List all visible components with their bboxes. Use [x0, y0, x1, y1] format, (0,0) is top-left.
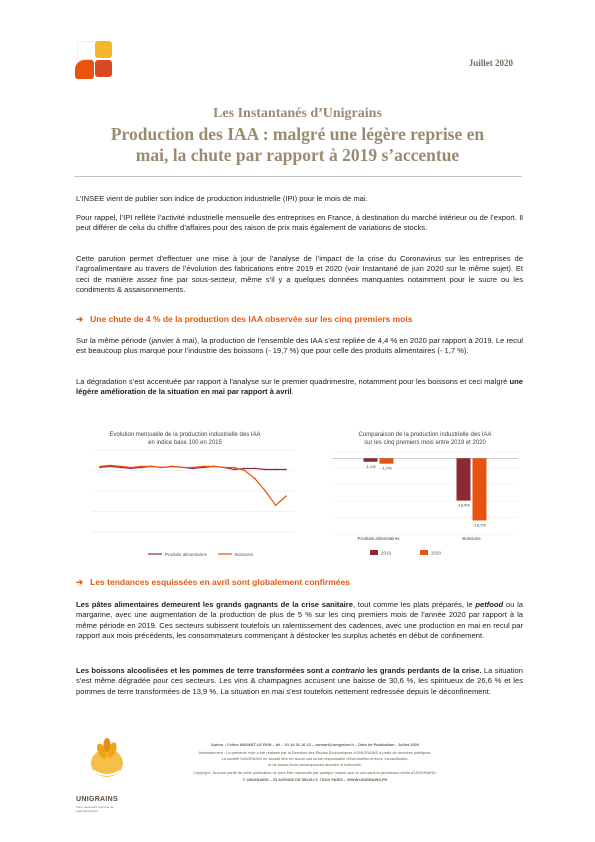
legend-label: Produits alimentaires: [165, 552, 208, 557]
data-point: [275, 469, 277, 471]
category-label: Produits alimentaires: [357, 536, 400, 541]
data-point: [213, 466, 215, 468]
data-label: -13,4%: [457, 502, 470, 508]
text-run: La dégradation s’est accentuée par rapport à l’analyse sur le premier quadrimestre, notamment pour les boissons et ceci malgré: [76, 377, 510, 386]
paragraph-update: Cette parution permet d’effectuer une mise à jour de l’analyse de l’impact de la crise du Coronavirus sur les entreprises de l’agroalimentaire au travers de l’évolution des fabrications entre 2019 et 2020 (voir Instantané de juin 2020 sur le même sujet). Et ceci de manière assez fine par sous-secteur, même s’il y a quelques données manquantes notamment pour le sucre ou les condiments & assaisonnements.: [76, 254, 523, 295]
legend-swatch: [420, 550, 428, 555]
text-run-bold: une légère amélioration de la situation en mai par rapport à avril: [76, 377, 523, 397]
bar: [364, 458, 378, 461]
data-point: [244, 470, 246, 472]
data-point: [234, 467, 236, 469]
chart-1-subtitle-text: en indice base 100 en 2015: [148, 440, 222, 446]
intro-paragraph: L’INSEE vient de publier son indice de production industrielle (IPI) pour le mois de mai.: [76, 194, 368, 203]
footer-address: © UNIGRAINS – 23 AVENUE DE NEUILLY, 75116 PARIS – WWW.UNIGRAINS.FR: [242, 777, 388, 782]
data-point: [161, 467, 163, 469]
bar: [457, 458, 471, 500]
unigrains-wheat-icon: [84, 735, 130, 781]
footer-copyright: Copyright : Aucune partie de cette publication ne peut être reproduite par quelque moyen que ce soit sans la permission écrite d’UNIGRAINS.: [193, 770, 437, 775]
section-2-paragraph-2: [76, 666, 523, 697]
footer-logo: [84, 735, 130, 781]
title-line-2: mai, la chute par rapport à 2019 s’accentue: [135, 145, 460, 165]
data-point: [285, 495, 287, 497]
series-line: [100, 465, 286, 505]
text-run: La situation s’est même dégradée pour ces secteurs. Les vins & champagnes accusent une baisse de 30,6 %, les spiritueux de 26,6 % et les pommes de terre transformées de 13,9 %. La situation en mai s’est toutefois nettement redressée depuis le déconfinement.: [76, 666, 523, 696]
chart-2-title-text: Comparaison de la production industrielle des IAA: [358, 432, 492, 438]
data-point: [265, 490, 267, 492]
data-point: [151, 466, 153, 468]
data-point: [275, 505, 277, 507]
text-run-bold: Les boissons alcoolisées et les pommes de terre transformées sont: [76, 666, 326, 675]
section-1-paragraph-1: Sur la même période (janvier à mai), la production de l’ensemble des IAA s’est repliée de 4,4 % en 2020 par rapport à 2019. Le recul est beaucoup plus marqué pour l’industrie des boissons (- 19,7 %) que pour celle des produits alimentaires (- 1,7 %).: [76, 336, 523, 356]
chart-1-title: [90, 431, 280, 447]
data-point: [265, 469, 267, 471]
text-run: , tout comme les plats préparés, le: [352, 600, 476, 609]
chart-2-subtitle-text: sur les cinq premiers mois entre 2019 et 2020: [364, 440, 486, 446]
data-point: [234, 469, 236, 471]
page-title: [70, 124, 525, 166]
section-1-heading-text: Une chute de 4 % de la production des IAA observée sur les cinq premiers mois: [90, 314, 413, 324]
section-2-paragraph-1: [76, 600, 523, 642]
data-label: -1,1%: [365, 463, 376, 469]
logo-square-orange: [75, 60, 94, 79]
publication-date: Juillet 2020: [468, 58, 513, 68]
data-point: [254, 468, 256, 470]
footer-brand: UNIGRAINS: [76, 796, 118, 803]
data-point: [141, 466, 143, 468]
data-point: [244, 468, 246, 470]
data-point: [285, 469, 287, 471]
chart-2-title: [330, 431, 520, 447]
footer-warning-3: et de toutes leurs conséquences directes et indirectes.: [268, 762, 362, 767]
bar: [473, 458, 487, 520]
legend-label: Boissons: [235, 552, 254, 557]
chart-1-title-text: Evolution mensuelle de la production industrielle des IAA: [109, 432, 261, 438]
footer-author: Auteur : Céline ANSART-LE RUN – tél. : 01 44 31 16 13 – cansart@unigrains.fr – Date de Publication : Juillet 2020: [211, 742, 419, 747]
legend-swatch: [370, 550, 378, 555]
title-divider: [74, 176, 522, 177]
arrow-right-icon: ➔: [76, 577, 84, 587]
legend-label: 2019: [381, 550, 392, 556]
text-run-italic: petfood: [475, 600, 504, 609]
paragraph-ipi: Pour rappel, l’IPI reflète l’activité industrielle mensuelle des entreprises en France, à destination du marché intérieur ou de l’export. Il peut différer de celui du chiffre d’affaires pour des raison de prix mais également de variations de stocks.: [76, 213, 523, 233]
data-label: -19,7%: [473, 522, 486, 528]
line-chart: [78, 446, 300, 561]
data-point: [99, 466, 101, 468]
unigrains-logo: [75, 40, 115, 80]
text-run-bold: Les pâtes alimentaires demeurent les grands gagnants de la crise sanitaire: [76, 600, 353, 609]
bar-chart: [318, 446, 526, 561]
data-point: [172, 466, 174, 468]
logo-square-white: [77, 41, 96, 60]
title-line-1: Production des IAA : malgré une légère reprise en: [110, 124, 485, 144]
data-point: [110, 465, 112, 467]
text-run: .: [291, 387, 294, 397]
data-label: -1,7%: [381, 465, 392, 471]
text-run: ou la margarine, avec une augmentation de la production de plus de 5 % sur les cinq premiers mois de l’année 2020 par rapport à la même période en 2019. Ces secteurs subissent toutefois un ralentissement des cadences, avec une production en mai en recul par rapport aux mois précédents, les consommateurs commençant à déstocker les surplus achetés en début de confinement.: [76, 600, 523, 641]
section-2-heading-text: Les tendances esquissées en avril sont globalement confirmées: [90, 577, 350, 587]
logo-square-red: [95, 60, 112, 77]
footer-warning-1: Avertissement : La présente note a été réalisée par la Direction des Études Économiques d’UNIGRAINS à partir de données publiques.: [198, 750, 432, 755]
series-title: Les Instantanés d’Unigrains: [213, 106, 382, 121]
data-point: [223, 467, 225, 469]
arrow-right-icon: ➔: [76, 314, 84, 324]
logo-square-yellow: [95, 41, 112, 58]
section-1-heading: [76, 314, 523, 325]
text-run-bold: les grands perdants de la crise.: [364, 666, 482, 675]
text-run-italic: a contrario: [325, 666, 365, 675]
section-1-paragraph-2: [76, 377, 523, 398]
data-point: [120, 466, 122, 468]
data-point: [254, 478, 256, 480]
data-point: [182, 467, 184, 469]
legend-label: 2020: [431, 550, 442, 556]
footer-brand-tagline: Votre partenaire financier de l’agroalimentaire: [76, 805, 114, 813]
footer-warning-2: La société UNIGRAINS ne saurait être en aucun cas tenue responsable d’éventuelles erreurs, inexactitudes,: [221, 756, 409, 761]
data-point: [130, 467, 132, 469]
data-point: [203, 466, 205, 468]
category-label: Boissons: [462, 536, 481, 541]
bar: [380, 458, 394, 463]
data-point: [192, 467, 194, 469]
section-2-heading: [76, 577, 523, 588]
